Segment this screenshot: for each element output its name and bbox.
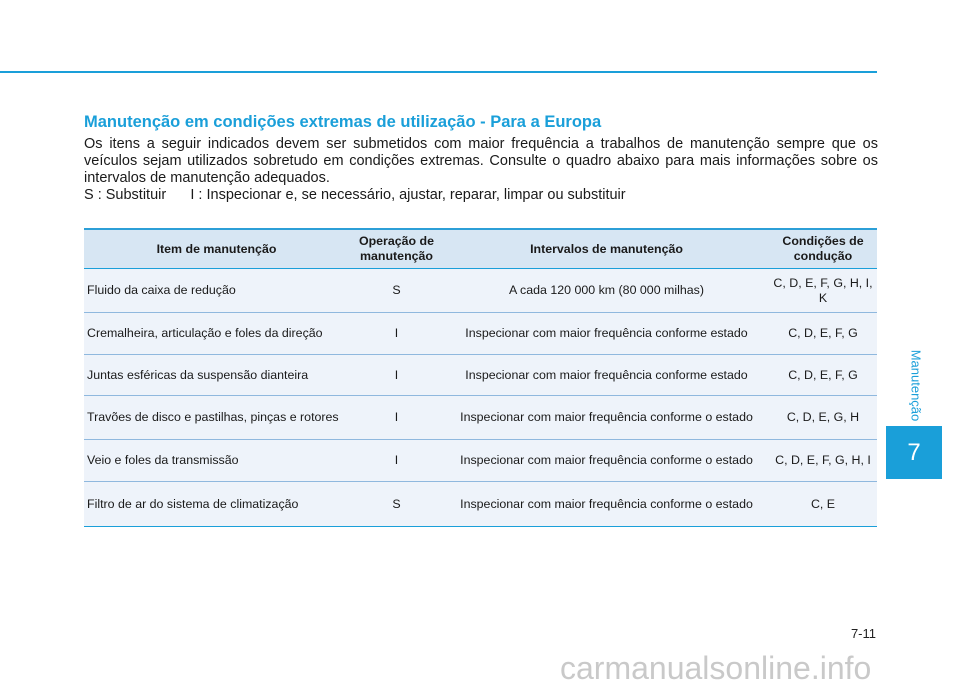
cell-item: Veio e foles da transmissão [84,440,349,482]
table-row [84,355,877,396]
header-interval: Intervalos de manutenção [444,229,769,269]
chapter-label-text: Manutenção [908,349,924,421]
cell-operation: I [349,440,444,482]
table-header-row [84,229,877,269]
cell-interval: Inspecionar com maior frequência conforme o estado [444,482,769,527]
cell-item: Juntas esféricas da suspensão dianteira [84,355,349,396]
table-row [84,396,877,440]
table-row [84,482,877,527]
legend-text: S : Substituir I : Inspecionar e, se necessário, ajustar, reparar, limpar ou substituir [84,187,626,203]
cell-interval: A cada 120 000 km (80 000 milhas) [444,269,769,313]
watermark-text: carmanualsonline.info [560,650,872,686]
cell-interval: Inspecionar com maior frequência conforme estado [444,313,769,355]
cell-interval: Inspecionar com maior frequência conforme estado [444,355,769,396]
maintenance-table [84,228,877,527]
cell-conditions: C, D, E, F, G, H, I, K [769,269,877,313]
cell-item: Filtro de ar do sistema de climatização [84,482,349,527]
header-item: Item de manutenção [84,229,349,269]
cell-operation: I [349,396,444,440]
cell-item: Travões de disco e pastilhas, pinças e rotores [84,396,349,440]
cell-operation: I [349,313,444,355]
cell-operation: S [349,482,444,527]
cell-conditions: C, E [769,482,877,527]
table-row [84,440,877,482]
table-row [84,269,877,313]
header-conditions: Condições de condução [769,229,877,269]
cell-interval: Inspecionar com maior frequência conforme o estado [444,396,769,440]
top-divider [0,71,877,73]
cell-interval: Inspecionar com maior frequência conforme o estado [444,440,769,482]
table-row [84,313,877,355]
chapter-number-tab: 7 [886,426,942,479]
header-operation: Operação de manutenção [349,229,444,269]
cell-conditions: C, D, E, F, G, H, I [769,440,877,482]
cell-conditions: C, D, E, F, G [769,355,877,396]
page-number: 7-11 [850,626,876,641]
cell-operation: I [349,355,444,396]
cell-item: Cremalheira, articulação e foles da direção [84,313,349,355]
section-title: Manutenção em condições extremas de utilização - Para a Europa [84,113,602,131]
cell-conditions: C, D, E, F, G [769,313,877,355]
cell-conditions: C, D, E, G, H [769,396,877,440]
cell-item: Fluido da caixa de redução [84,269,349,313]
cell-operation: S [349,269,444,313]
intro-paragraph: Os itens a seguir indicados devem ser submetidos com maior frequência a trabalhos de manutenção sempre que os veículos sejam utilizados sobretudo em condições extremas. Consulte o quadro abaixo para mais informações sobre os intervalos de manutenção adequados. [84,136,878,186]
chapter-side-label [896,340,936,430]
